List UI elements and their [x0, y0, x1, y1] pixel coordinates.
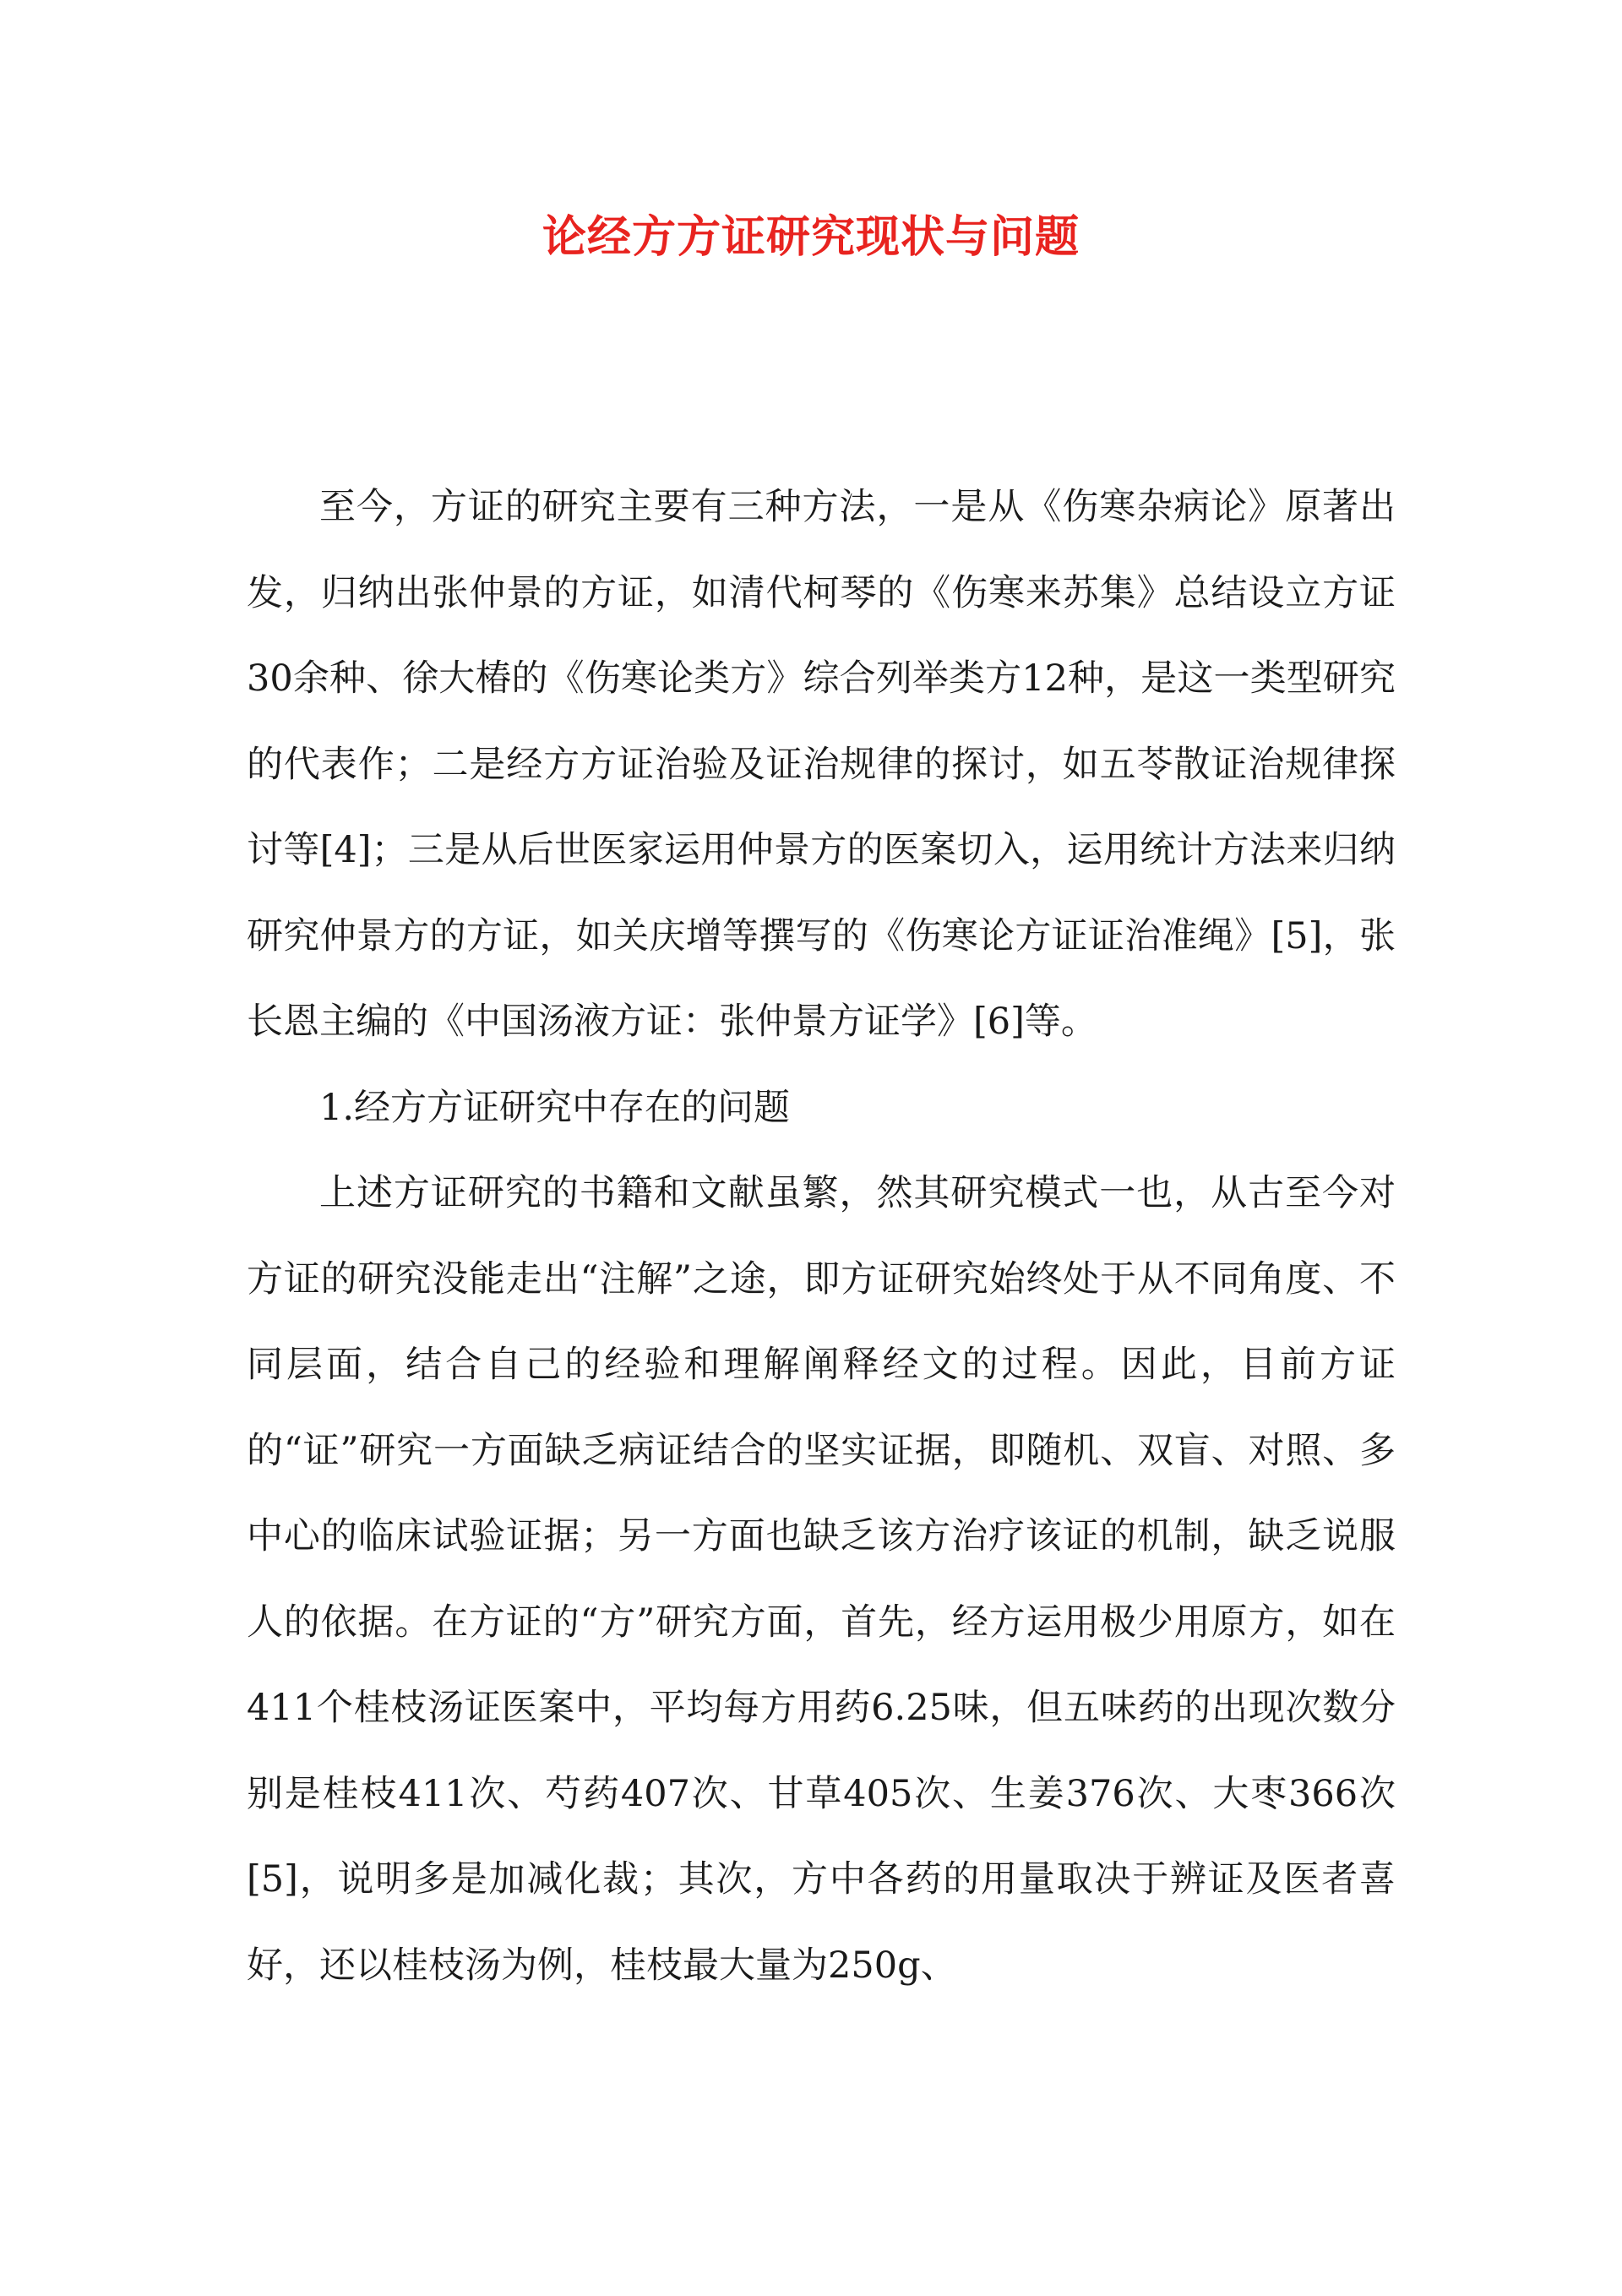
section-heading: 1.经方方证研究中存在的问题	[319, 1086, 791, 1129]
paragraph-intro: 至今，方证的研究主要有三种方法，一是从《伤寒杂病论》原著出发，归纳出张仲景的方证，如清代柯琴的《伤寒来苏集》总结设立方证30余种、徐大椿的《伤寒论类方》综合列举类方12种，是这一类型研究的代表作；二是经方方证治验及证治规律的探讨，如五苓散证治规律探讨等[4]；三是从后世医家运用仲景方的医案切入，运用统计方法来归纳研究仲景方的方证，如关庆增等撰写的《伤寒论方证证治准绳》[5]，张长恩主编的《中国汤液方证：张仲景方证学》[6]等。	[247, 486, 1396, 1043]
document-body	[247, 465, 1396, 2009]
document-title: 论经方方证研究现状与问题	[542, 211, 1080, 263]
paragraph-problems: 上述方证研究的书籍和文献虽繁，然其研究模式一也，从古至今对方证的研究没能走出“注解”之途，即方证研究始终处于从不同角度、不同层面，结合自己的经验和理解阐释经文的过程。因此，目前方证的“证”研究一方面缺乏病证结合的坚实证据，即随机、双盲、对照、多中心的临床试验证据；另一方面也缺乏该方治疗该证的机制，缺乏说服人的依据。在方证的“方”研究方面，首先，经方运用极少用原方，如在411个桂枝汤证医案中，平均每方用药6.25味，但五味药的出现次数分别是桂枝411次、芍药407次、甘草405次、生姜376次、大枣366次[5]，说明多是加减化裁；其次，方中各药的用量取决于辨证及医者喜好，还以桂枝汤为例，桂枝最大量为250g、	[247, 1172, 1396, 1987]
